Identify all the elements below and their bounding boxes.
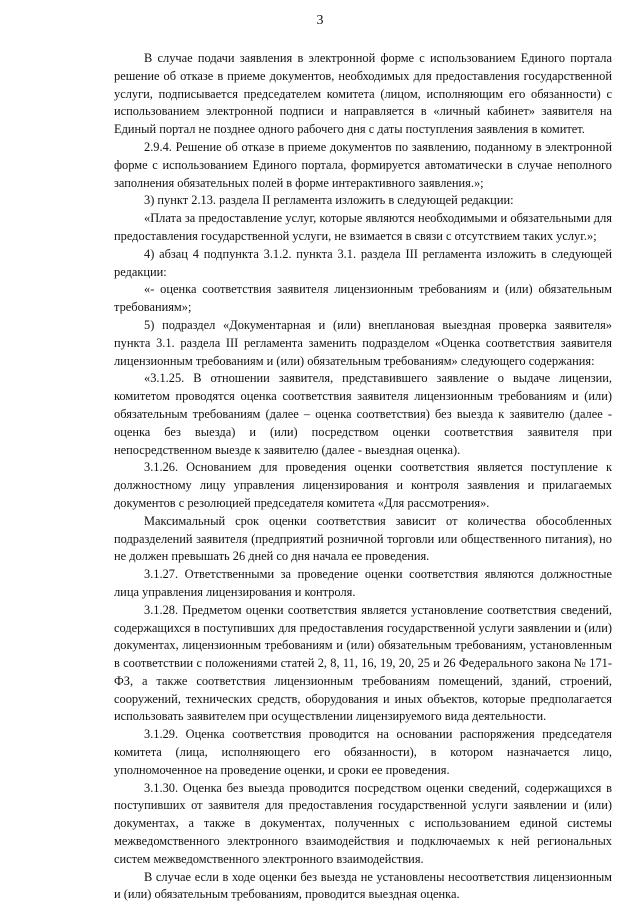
paragraph: Максимальный срок оценки соответствия зависит от количества обособленных подразделений заявителя (предприятий розничной торговли или общественного питания), но не должен превышать 26 дней со дня начала ее проведения. [114,513,612,564]
paragraph: 5) подраздел «Документарная и (или) внеплановая выездная проверка заявителя» пункта 3.1. раздела III регламента заменить подразделом «Оценка соответствия заявителя лицензионным требованиям и (или) обязательным требованиям» следующего содержания: [114,317,612,368]
page-number: 3 [316,13,324,28]
paragraph: 3) пункт 2.13. раздела II регламента изложить в следующей редакции: [144,193,514,208]
paragraph: 3.1.30. Оценка без выезда проводится посредством оценки сведений, содержащихся в поступивших от заявителя для предоставления государственной услуги заявлении и (или) документах, а также в документах, полученных с использованием единой системы межведомственного электронного взаимодействия и подключаемых к ней региональных систем межведомственного электронного взаимодействия. [114,780,612,866]
paragraph: 3.1.28. Предметом оценки соответствия является установление соответствия сведений, содержащихся в поступивших для предоставления государственной услуги заявлении и (или) документах, лицензионным требованиям и (или) обязательным требованиям, установленным в соответствии с положениями статей 2, 8, 11, 16, 19, 20, 25 и 26 Федерального закона № 171-ФЗ, а также соответствия лицензионным требованиям помещений, зданий, строений, сооружений, технических средств, оборудования и иных объектов, которые предполагается использовать заявителем при осуществлении лицензируемого вида деятельности. [114,602,612,724]
paragraph: В случае подачи заявления в электронной форме с использованием Единого портала решение об отказе в приеме документов, необходимых для предоставления государственной услуги, подписывается председателем комитета (лицом, исполняющим его обязанности) с использованием электронной подписи и направляется в «личный кабинет» заявителя на Единый портал не позднее одного рабочего дня с даты поступления заявления в комитет. [114,51,612,137]
document-body [114,50,612,904]
paragraph: «Плата за предоставление услуг, которые являются необходимыми и обязательными для предоставления государственной услуги, не взимается в связи с отсутствием таких услуг.»; [114,211,612,243]
paragraph: 4) абзац 4 подпункта 3.1.2. пункта 3.1. раздела III регламента изложить в следующей редакции: [114,246,612,279]
paragraph: «- оценка соответствия заявителя лицензионным требованиям и (или) обязательным требованиям»; [114,282,612,315]
paragraph: 3.1.26. Основанием для проведения оценки соответствия является поступление к должностному лицу управления лицензирования и контроля заявления и прилагаемых документов с резолюцией председателя комитета «Для рассмотрения». [114,460,612,510]
paragraph: 2.9.4. Решение об отказе в приеме документов по заявлению, поданному в электронной форме с использованием Единого портала, формируется автоматически в случае неполного заполнения обязательных полей в форме интерактивного заявления.»; [114,139,612,190]
paragraph: В случае если в ходе оценки без выезда не установлены несоответствия лицензионным и (или) обязательным требованиям, проводится выездная оценка. [114,869,612,902]
paragraph: 3.1.27. Ответственными за проведение оценки соответствия являются должностные лица управления лицензирования и контроля. [114,567,612,599]
paragraph: «3.1.25. В отношении заявителя, представившего заявление о выдаче лицензии, комитетом проводятся оценка соответствия заявителя лицензионным требованиям и (или) обязательным требованиям (далее – оценка соответствия) без выезда к заявителю (далее - оценка без выезда) и (или) посредством оценки соответствия заявителя при непосредственном выезде к заявителю (далее - выездная оценка). [114,371,612,457]
paragraph: 3.1.29. Оценка соответствия проводится на основании распоряжения председателя комитета (лица, исполняющего его обязанности), в котором назначается лицо, уполномоченное на проведение оценки, и сроки ее проведения. [114,727,612,777]
